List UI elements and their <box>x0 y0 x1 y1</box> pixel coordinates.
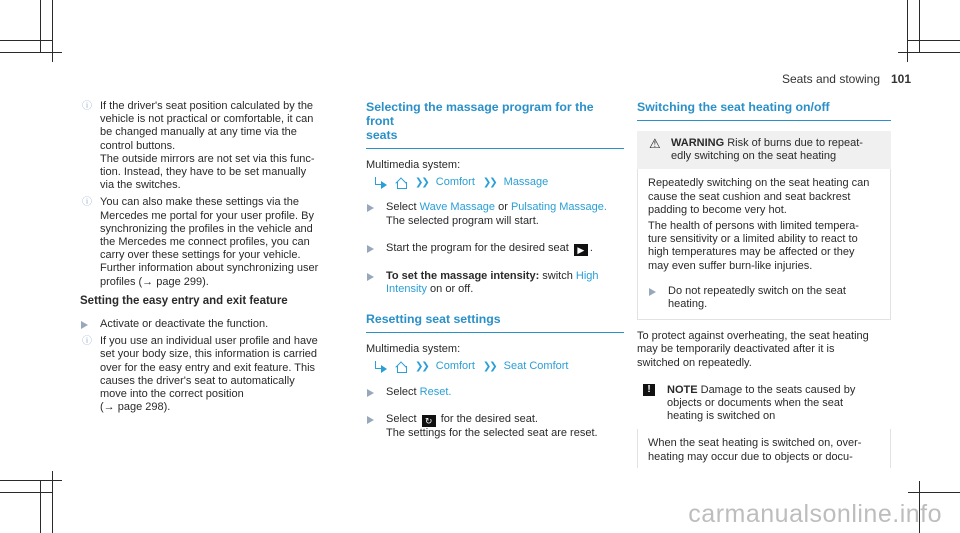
menu-path <box>374 360 624 373</box>
note-block <box>80 100 350 192</box>
exclamation-icon: ! <box>643 384 655 396</box>
warning-icon: ⚠ <box>649 136 661 151</box>
warning-line: padding to become very hot. <box>648 203 787 216</box>
note-line: the Mercedes me connect profiles, you can <box>100 236 310 249</box>
path-arrow-icon <box>374 361 387 373</box>
heading-rule <box>366 148 624 149</box>
info-icon: ⓘ <box>82 336 92 348</box>
section-heading: Setting the easy entry and exit feature <box>80 294 288 307</box>
step-item <box>80 318 350 331</box>
note-line: Further information about synchronizing user <box>100 262 319 275</box>
paragraph-line: switched on repeatedly. <box>637 356 752 369</box>
option-label: Reset. <box>419 385 452 398</box>
watermark: carmanualsonline.info <box>688 500 942 528</box>
warning-line: may even suffer burn-like injuries. <box>648 259 813 272</box>
step-text: heating. <box>668 298 708 311</box>
section-heading <box>366 100 624 142</box>
menu-item: Comfort <box>435 176 475 189</box>
note-line: be changed manually at any time via the <box>100 126 297 139</box>
step-arrow-icon <box>367 416 374 424</box>
menu-item: Massage <box>503 176 549 189</box>
step-item <box>366 386 624 399</box>
step-item <box>366 201 624 227</box>
note-line: tion. Instead, they have to be set manually <box>100 166 307 179</box>
note-line: carry over these settings for your vehicle. <box>100 249 301 262</box>
section-title: Seats and stowing <box>781 72 880 86</box>
home-icon <box>395 177 407 189</box>
step-text: Do not repeatedly switch on the seat <box>668 284 846 297</box>
double-chevron-icon: ❯❯ <box>482 177 496 189</box>
step-item <box>366 270 624 296</box>
note-line: If the driver's seat position calculated by the <box>100 100 314 112</box>
step-item <box>366 413 624 440</box>
section-heading: Resetting seat settings <box>366 312 501 327</box>
note-line: When the seat heating is switched on, over- <box>648 437 862 450</box>
column-left <box>80 100 350 414</box>
crop-mark <box>908 492 960 493</box>
column-middle <box>366 100 624 450</box>
warning-line: The health of persons with limited tempera- <box>648 220 859 233</box>
double-chevron-icon: ❯❯ <box>415 177 428 189</box>
warning-title: Risk of burns due to repeat- <box>727 137 863 149</box>
step-text: or <box>498 201 508 214</box>
step-arrow-icon <box>367 273 374 281</box>
option-label: Wave Massage <box>419 201 496 214</box>
note-line: set your body size, this information is carried <box>100 348 318 361</box>
note-line: causes the driver's seat to automatically <box>100 374 295 387</box>
menu-item: Seat Comfort <box>503 360 569 373</box>
step-item <box>648 285 880 311</box>
note-box <box>637 380 891 468</box>
note-line: The outside mirrors are not set via this func- <box>100 152 315 165</box>
warning-line: Repeatedly switching on the seat heating can <box>648 177 870 190</box>
step-text: Activate or deactivate the function. <box>100 318 269 331</box>
note-line: via the switches. <box>100 179 181 192</box>
warning-line: cause the seat cushion and seat backrest <box>648 190 851 203</box>
paragraph-line: To protect against overheating, the seat heating <box>637 330 869 343</box>
play-icon: ▶ <box>574 244 588 256</box>
crop-mark <box>908 40 960 41</box>
warning-header <box>637 131 891 169</box>
step-text: Select <box>386 201 417 214</box>
menu-path <box>374 176 624 189</box>
column-right <box>637 100 891 468</box>
note-title: objects or documents when the seat <box>667 397 844 410</box>
note-title: Damage to the seats caused by <box>700 383 856 396</box>
crop-mark <box>919 0 920 52</box>
double-chevron-icon: ❯❯ <box>415 361 428 373</box>
step-text: Select <box>386 412 417 425</box>
note-block <box>80 196 350 288</box>
warning-body <box>637 169 891 320</box>
crop-mark <box>0 480 62 481</box>
crop-mark <box>898 52 960 53</box>
heading-line: seats <box>366 128 398 142</box>
warning-line: high temperatures may be affected or they <box>648 246 855 259</box>
option-label: High <box>575 269 599 282</box>
double-chevron-icon: ❯❯ <box>482 361 496 373</box>
system-label: Multimedia system: <box>366 343 461 356</box>
step-item <box>366 242 624 256</box>
note-line: heating may occur due to objects or docu- <box>648 450 853 463</box>
step-text: The settings for the selected seat are reset. <box>386 426 598 439</box>
step-text: switch <box>542 269 573 282</box>
note-line: move into the correct position <box>100 388 244 401</box>
step-text: Start the program for the desired seat <box>386 241 569 254</box>
paragraph-line: may be temporarily deactivated after it is <box>637 343 835 356</box>
step-arrow-icon <box>649 288 656 296</box>
step-arrow-icon <box>367 204 374 212</box>
warning-label: WARNING <box>671 137 725 149</box>
note-line: synchronizing the profiles in the vehicle and <box>100 222 313 235</box>
page-number: 101 <box>890 72 911 86</box>
heading-rule <box>366 332 624 333</box>
step-arrow-icon <box>367 245 374 253</box>
reset-icon: ↻ <box>422 415 436 427</box>
note-line: control buttons. <box>100 139 176 152</box>
note-line: Mercedes me portal for your user profile. By <box>100 209 314 222</box>
note-line: You can also make these settings via the <box>100 196 299 209</box>
warning-line: ture sensitivity or a limited ability to react to <box>648 233 858 246</box>
step-arrow-icon <box>367 389 374 397</box>
note-body <box>637 429 891 467</box>
note-line: (→ page 298). <box>100 401 171 414</box>
crop-mark <box>0 40 52 41</box>
step-arrow-icon <box>81 321 88 329</box>
info-icon: ⓘ <box>82 197 92 209</box>
section-heading: Switching the seat heating on/off <box>637 100 830 114</box>
note-line: If you use an individual user profile and have <box>100 335 318 348</box>
crop-mark <box>40 0 41 52</box>
path-arrow-icon <box>374 177 387 189</box>
note-title: heating is switched on <box>667 410 776 423</box>
crop-mark <box>40 481 41 533</box>
paragraph <box>637 330 891 370</box>
step-text: . <box>589 241 593 254</box>
heading-rule <box>637 120 891 121</box>
step-text: Select <box>386 385 417 398</box>
crop-mark <box>0 52 62 53</box>
home-icon <box>395 361 407 373</box>
note-line: profiles (→ page 299). <box>100 275 209 288</box>
system-label: Multimedia system: <box>366 159 461 171</box>
note-line: vehicle is not practical or comfortable, it can <box>100 113 314 126</box>
note-line: over for the easy entry and exit feature. This <box>100 361 316 374</box>
note-label: NOTE <box>667 383 698 396</box>
step-text: for the desired seat. <box>440 412 538 425</box>
warning-title: edly switching on the seat heating <box>671 150 837 163</box>
info-icon: ⓘ <box>82 101 92 112</box>
step-text: The selected program will start. <box>386 214 539 227</box>
step-bold-text: To set the massage intensity: <box>386 269 540 282</box>
note-block <box>80 335 350 414</box>
crop-mark <box>0 492 52 493</box>
option-label: Intensity <box>386 283 427 296</box>
heading-line: Selecting the massage program for the front <box>366 100 594 128</box>
step-text: on or off. <box>430 283 474 296</box>
option-label: Pulsating Massage. <box>510 201 607 214</box>
menu-item: Comfort <box>435 360 475 373</box>
